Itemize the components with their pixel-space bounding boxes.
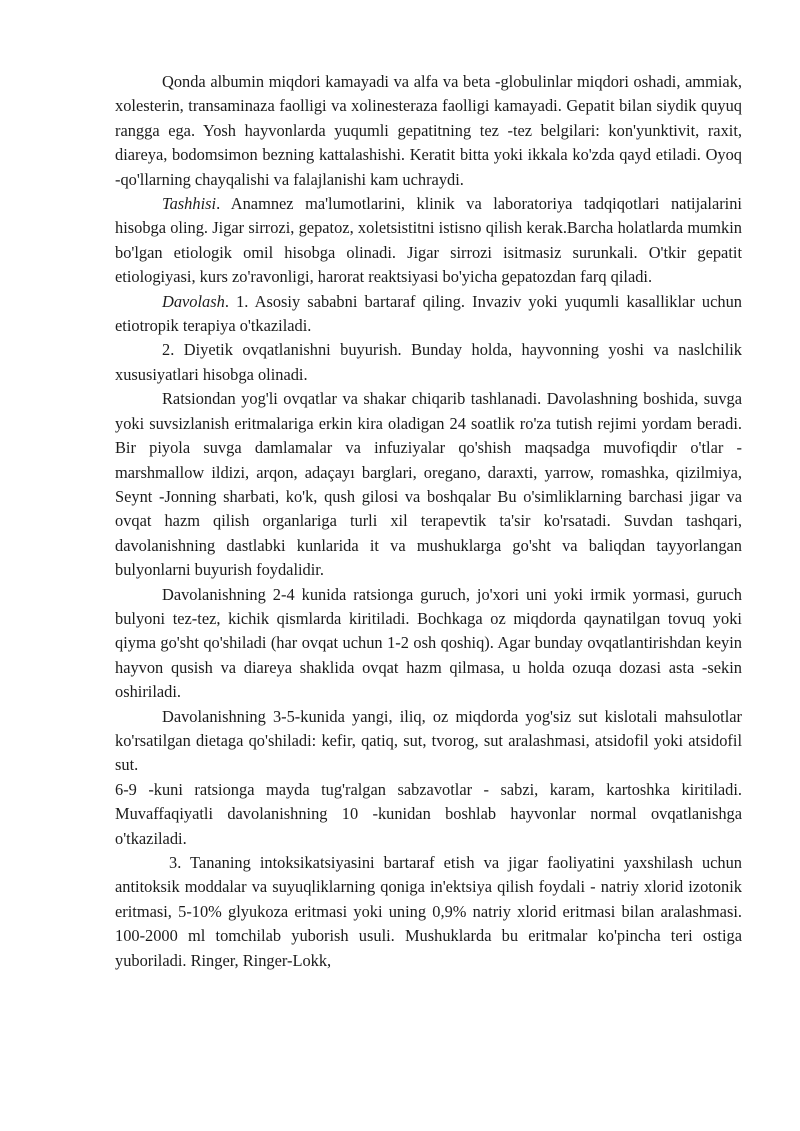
paragraph-text: Davolanishning 2-4 kunida ratsionga guruch, jo'xori uni yoki irmik yormasi, guruch bulyoni tez-tez, kichik qismlarda kiritiladi. Bochkaga oz miqdorda qaynatilgan tovuq yoki qiyma go'sht qo'shiladi (har ovqat uchun 1-2 osh qoshiq). Agar bunday ovqatlantirishdan keyin hayvon qusish va diareya shaklida ovqat hazm qilmasa, u holda ozuqa dozasi asta -sekin oshiriladi. bbox=[115, 584, 742, 702]
paragraph-day-6-9 bbox=[115, 778, 742, 851]
paragraph-text: . 1. Asosiy sababni bartaraf qiling. Invaziv yoki yuqumli kasalliklar uchun etiotropik terapiya o'tkaziladi. bbox=[115, 291, 742, 336]
paragraph-day-2-4 bbox=[115, 583, 742, 705]
paragraph-text: Davolanishning 3-5-kunida yangi, iliq, oz miqdorda yog'siz sut kislotali mahsulotlar ko'rsatilgan dietaga qo'shiladi: kefir, qatiq, sut, tvorog, sut aralashmasi, atsidofil yoki atsidofil sut. bbox=[115, 706, 742, 775]
paragraph-diagnosis bbox=[115, 192, 742, 290]
paragraph-text: Ratsiondan yog'li ovqatlar va shakar chiqarib tashlanadi. Davolashning boshida, suvga yoki suvsizlanish eritmalariga erkin kira oladigan 24 soatlik ro'za tutish rejimi yordam beradi. Bir piyola suvga damlamalar va infuziyalar qo'shish maqsadga muvofiqdir o'tlar - marshmallow ildizi, arqon, adaçayı barglari, oregano, daraxti, yarrow, romashka, qizilmiya, Seynt -Jonning sharbati, ko'k, qush gilosi va boshqalar Bu o'simliklarning barchasi jigar va ovqat hazm qilish organlariga turli xil terapevtik ta'sir ko'rsatadi. Suvdan tashqari, davolanishning dastlabki kunlarida it va mushuklarga go'sht va baliqdan tayyorlangan bulyonlarni buyurish foydalidir. bbox=[115, 389, 742, 580]
paragraph-day-3-5 bbox=[115, 705, 742, 778]
paragraph-text: 2. Diyetik ovqatlanishni buyurish. Bunday holda, hayvonning yoshi va naslchilik xususiyatlari hisobga olinadi. bbox=[115, 340, 742, 384]
paragraph-ration bbox=[115, 387, 742, 582]
paragraph-treatment bbox=[115, 290, 742, 339]
document-page bbox=[115, 70, 742, 973]
paragraph-intoxication bbox=[115, 851, 742, 973]
paragraph-blood-tests bbox=[115, 70, 742, 192]
section-term-treatment: Davolash bbox=[162, 291, 225, 311]
paragraph-text: 6-9 -kuni ratsionga mayda tug'ralgan sabzavotlar - sabzi, karam, kartoshka kiritiladi. Muvaffaqiyatli davolanishning 10 -kunidan boshlab hayvonlar normal ovqatlanishga o'tkaziladi. bbox=[115, 779, 742, 848]
paragraph-diet bbox=[115, 338, 742, 387]
paragraph-text: . Anamnez ma'lumotlarini, klinik va laboratoriya tadqiqotlari natijalarini hisobga oling. Jigar sirrozi, gepatoz, xoletsistitni istisno qilish kerak.Barcha holatlarda mumkin bo'lgan etiologik omil hisobga olinadi. Jigar sirrozi isitmasiz surunkali. O'tkir gepatit etiologiyasi, kurs zo'ravonligi, harorat reaktsiyasi bo'yicha gepatozdan farq qiladi. bbox=[115, 194, 742, 287]
paragraph-text: Qonda albumin miqdori kamayadi va alfa va beta -globulinlar miqdori oshadi, ammiak, xolesterin, transaminaza faolligi va xolinesteraza faolligi kamayadi. Gepatit bilan siydik quyuq rangga ega. Yosh hayvonlarda yuqumli gepatitning tez -tez belgilari: kon'yunktivit, raxit, diareya, bodomsimon bezning kattalashishi. Keratit bitta yoki ikkala ko'zda qayd etiladi. Oyoq -qo'llarning chayqalishi va falajlanishi kam uchraydi. bbox=[115, 72, 742, 189]
section-term-diagnosis: Tashhisi bbox=[162, 194, 217, 214]
paragraph-text: 3. Tananing intoksikatsiyasini bartaraf etish va jigar faoliyatini yaxshilash uchun antitoksik moddalar va suyuqliklarning qoniga in'ektsiya qilish foydali - natriy xlorid izotonik eritmasi, 5-10% glyukoza eritmasi yoki uning 0,9% natriy xlorid eritmasi bilan aralashmasi. 100-2000 ml tomchilab yuborish usuli. Mushuklarda bu eritmalar ko'pincha teri ostiga yuboriladi. Ringer, Ringer-Lokk, bbox=[115, 853, 742, 970]
